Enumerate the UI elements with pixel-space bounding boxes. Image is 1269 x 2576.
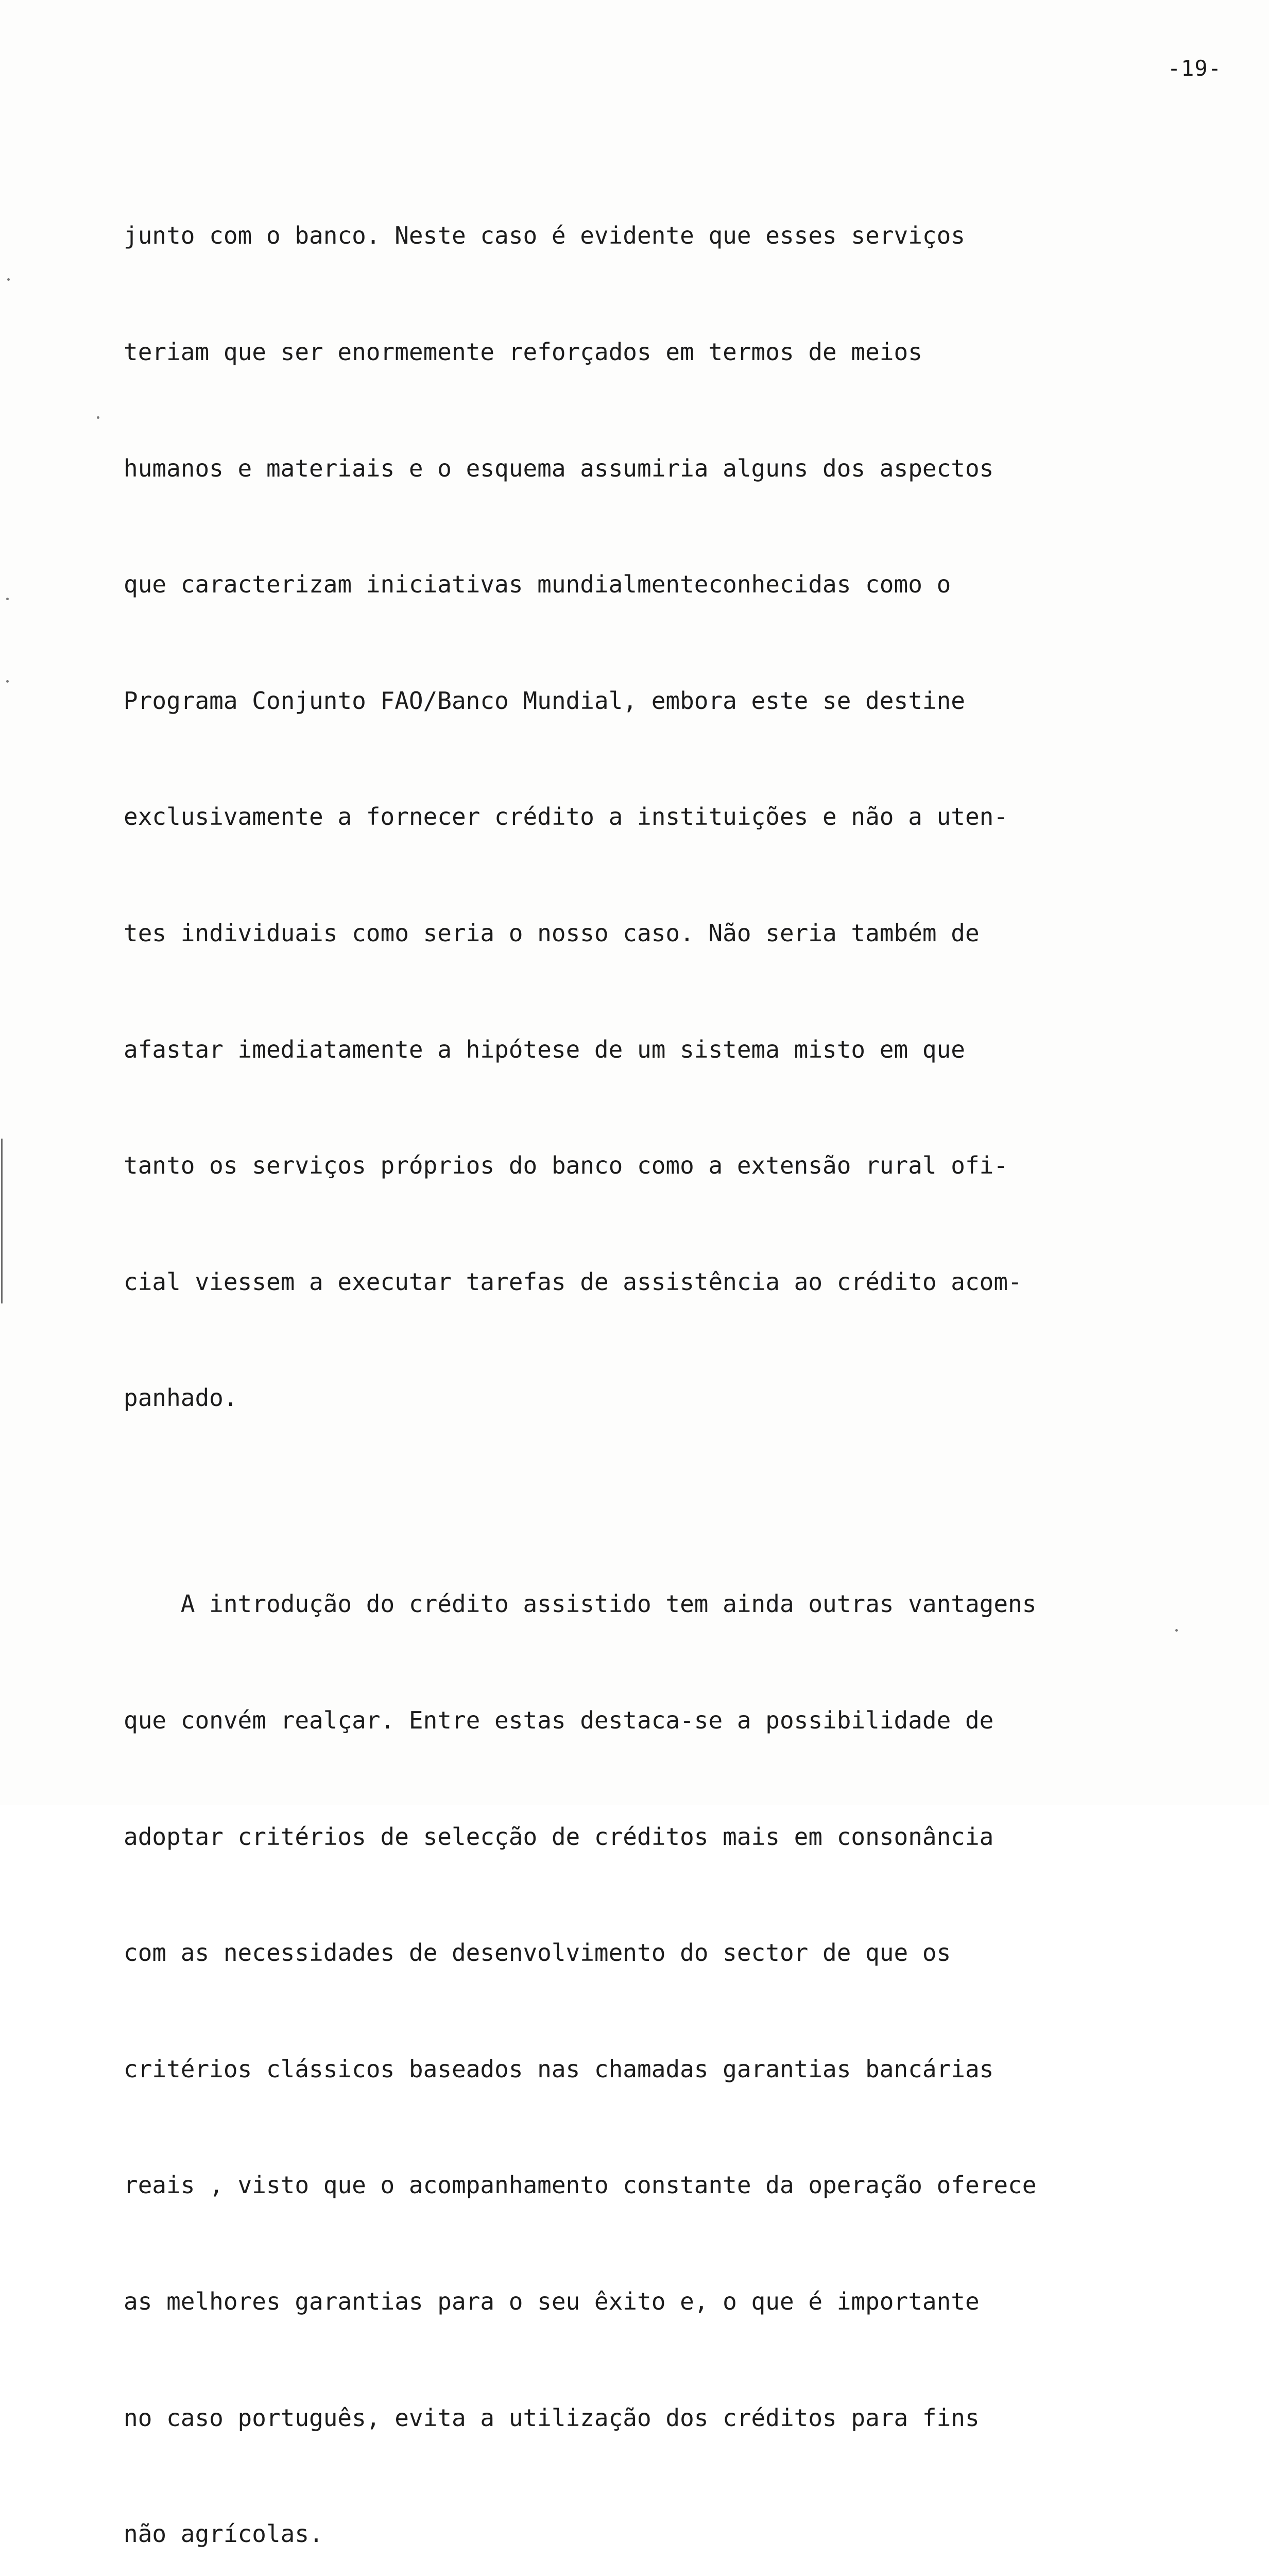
paragraph xyxy=(124,1507,1164,2576)
text-line: com as necessidades de desenvolvimento do sector de que os xyxy=(124,1939,951,1967)
text-line: cial viessem a executar tarefas de assistência ao crédito acom- xyxy=(124,1267,1022,1296)
text-line: não agrícolas. xyxy=(124,2520,323,2548)
page-number: -19- xyxy=(1167,56,1222,81)
text-line: A introdução do crédito assistido tem ainda outras vantagens xyxy=(124,1590,1037,1618)
text-line: junto com o banco. Neste caso é evidente que esses serviços xyxy=(124,222,965,250)
text-line: afastar imediatamente a hipótese de um sistema misto em que xyxy=(124,1035,965,1063)
text-line: no caso português, evita a utilização dos créditos para fins xyxy=(124,2403,980,2432)
text-line: adoptar critérios de selecção de créditos mais em consonância xyxy=(124,1822,994,1851)
text-line: as melhores garantias para o seu êxito e, o que é importante xyxy=(124,2287,980,2315)
text-line: que convém realçar. Entre estas destaca-se a possibilidade de xyxy=(124,1706,994,1734)
body-text xyxy=(124,139,1164,2576)
scan-speck xyxy=(1175,1629,1178,1632)
scan-margin-line xyxy=(1,1139,3,1303)
scan-speck xyxy=(6,598,9,600)
text-line: tanto os serviços próprios do banco como a extensão rural ofi- xyxy=(124,1151,1008,1180)
text-line: humanos e materiais e o esquema assumiria alguns dos aspectos xyxy=(124,454,994,482)
text-line: tes individuais como seria o nosso caso. Não seria também de xyxy=(124,919,980,947)
text-line: que caracterizam iniciativas mundialmenteconhecidas como o xyxy=(124,570,951,599)
scan-speck xyxy=(7,278,10,281)
scan-speck xyxy=(6,680,9,683)
paragraph xyxy=(124,139,1164,1495)
text-line: exclusivamente a fornecer crédito a instituições e não a uten- xyxy=(124,803,1008,831)
text-line: reais , visto que o acompanhamento constante da operação oferece xyxy=(124,2171,1037,2199)
text-line: teriam que ser enormemente reforçados em termos de meios xyxy=(124,338,922,366)
scan-speck xyxy=(97,416,99,419)
text-line: panhado. xyxy=(124,1384,238,1412)
text-line: Programa Conjunto FAO/Banco Mundial, embora este se destine xyxy=(124,686,965,715)
text-line: critérios clássicos baseados nas chamadas garantias bancárias xyxy=(124,2055,994,2083)
